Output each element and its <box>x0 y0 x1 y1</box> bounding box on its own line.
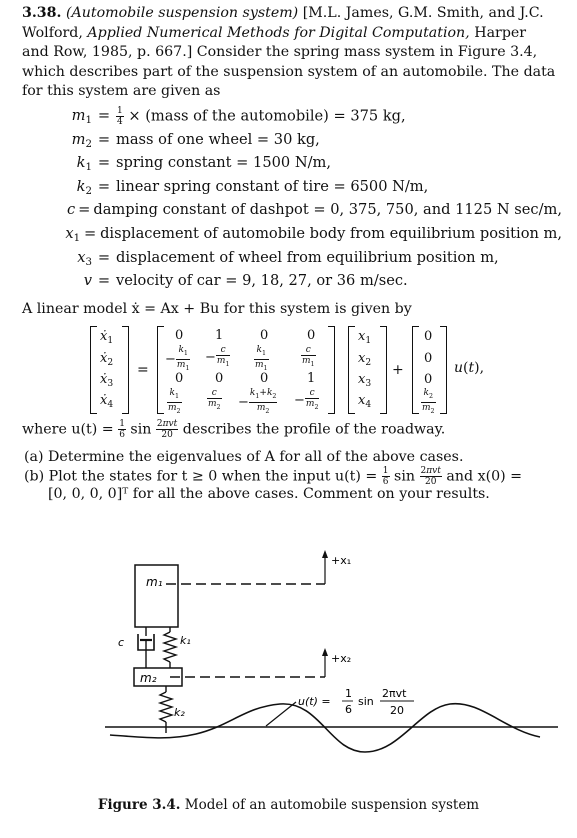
task-a: (a) Determine the eigenvalues of A for all of the above cases. <box>24 449 464 465</box>
definitions-list <box>22 106 562 295</box>
matrix-a-left <box>157 326 164 414</box>
problem-title: (Automobile suspension system) <box>66 5 299 21</box>
u-equation-label: u(t) = <box>298 695 331 708</box>
bracket-right <box>122 326 129 414</box>
citation-book: Applied Numerical Methods for Digital Computation, <box>87 24 470 41</box>
definition-row: $m_1$ = $\frac{1}{4}$ × (mass of the automobile) = 375 kg, <box>71 106 406 127</box>
definition-row: $k_1$ = spring constant = 1500 N/m, <box>76 154 331 174</box>
matrix-a-right <box>328 326 335 414</box>
m2-label: m₂ <box>140 671 157 685</box>
c-label: c <box>118 636 125 649</box>
citation-rest: Harper and Row, 1985, p. 667.] Consider the spring mass system in Figure 3.4, which describes part of the suspension system of an automobile. The data for this system are given as <box>22 24 556 100</box>
x1-label: +x₁ <box>331 554 352 567</box>
definition-row: c = damping constant of dashpot = 0, 375, 750, and 1125 N sec/m, <box>66 201 562 219</box>
bracket-left <box>90 326 97 414</box>
figure-caption <box>0 797 577 813</box>
citation-authors: [M.L. James, G.M. Smith, and J.C. Wolford, <box>22 5 544 41</box>
roadway-profile-text: where u(t) = $\frac{1}{6}$ sin $\frac{\text{2πvt}}{20}$ describes the profile of the roadway. <box>22 419 446 440</box>
x2-label: +x₂ <box>331 652 352 665</box>
state-equation: ẋ$_1$ ẋ$_2$ ẋ$_3$ ẋ$_4$ = 0 1 0 0 − $\frac{k_1}{m_1}$ − $\frac{c}{m_1}$ $\frac{k_1}{m_1}$ $\frac{c}{m_1}$ 0 0 0 1 $\frac{k_1}{m_2}$ $\frac{c}{m_2}$ − $\frac{k_1+k_2}{m_2}$ − $\frac{c}{m_2}$ $x_1$ $x_2$ $x_3$ $x_4$ + 0 0 0 $\frac{k_2}{m_2}$ u(t), <box>0 326 577 418</box>
k1-label: k₁ <box>180 634 191 647</box>
x1-arrow-icon <box>322 550 328 558</box>
definition-row: $k_2$ = linear spring constant of tire = 6500 N/m, <box>76 177 429 197</box>
svg-text:sin: sin <box>358 695 374 708</box>
spring-k1-icon <box>164 632 176 662</box>
k2-label: k₂ <box>174 706 185 719</box>
definition-row: $m_2$ = mass of one wheel = 30 kg, <box>71 130 320 150</box>
spring-k2-icon <box>160 692 172 722</box>
task-b-continued: [0, 0, 0, 0]ᵀ for all the above cases. Comment on your results. <box>48 486 490 502</box>
svg-text:2πvt: 2πvt <box>382 687 407 700</box>
problem-statement <box>22 4 557 102</box>
definition-row: $x_1$ = displacement of automobile body from equilibrium position m, <box>65 224 562 244</box>
m1-label: m₁ <box>146 575 163 589</box>
svg-text:20: 20 <box>390 704 404 717</box>
problem-number: 3.38. <box>22 5 62 21</box>
figure-caption-label: Figure 3.4. <box>97 797 181 813</box>
svg-text:6: 6 <box>345 703 352 716</box>
task-b: (b) Plot the states for t ≥ 0 when the input u(t) = $\frac{1}{6}$ sin $\frac{\text{2πvt}}{20}$ and x(0) = <box>24 466 523 487</box>
quarter-fraction: $\frac{1}{4}$ <box>117 106 123 127</box>
definition-row: $x_3$ = displacement of wheel from equilibrium position m, <box>77 248 499 268</box>
model-intro: A linear model ẋ = Ax + Bu for this system is given by <box>22 301 412 317</box>
definition-row: v = velocity of car = 9, 18, 27, or 36 m/sec. <box>83 272 408 290</box>
svg-text:1: 1 <box>345 687 352 700</box>
figure-caption-text: Model of an automobile suspension system <box>184 797 480 813</box>
x2-arrow-icon <box>322 648 328 656</box>
suspension-diagram <box>0 540 577 790</box>
